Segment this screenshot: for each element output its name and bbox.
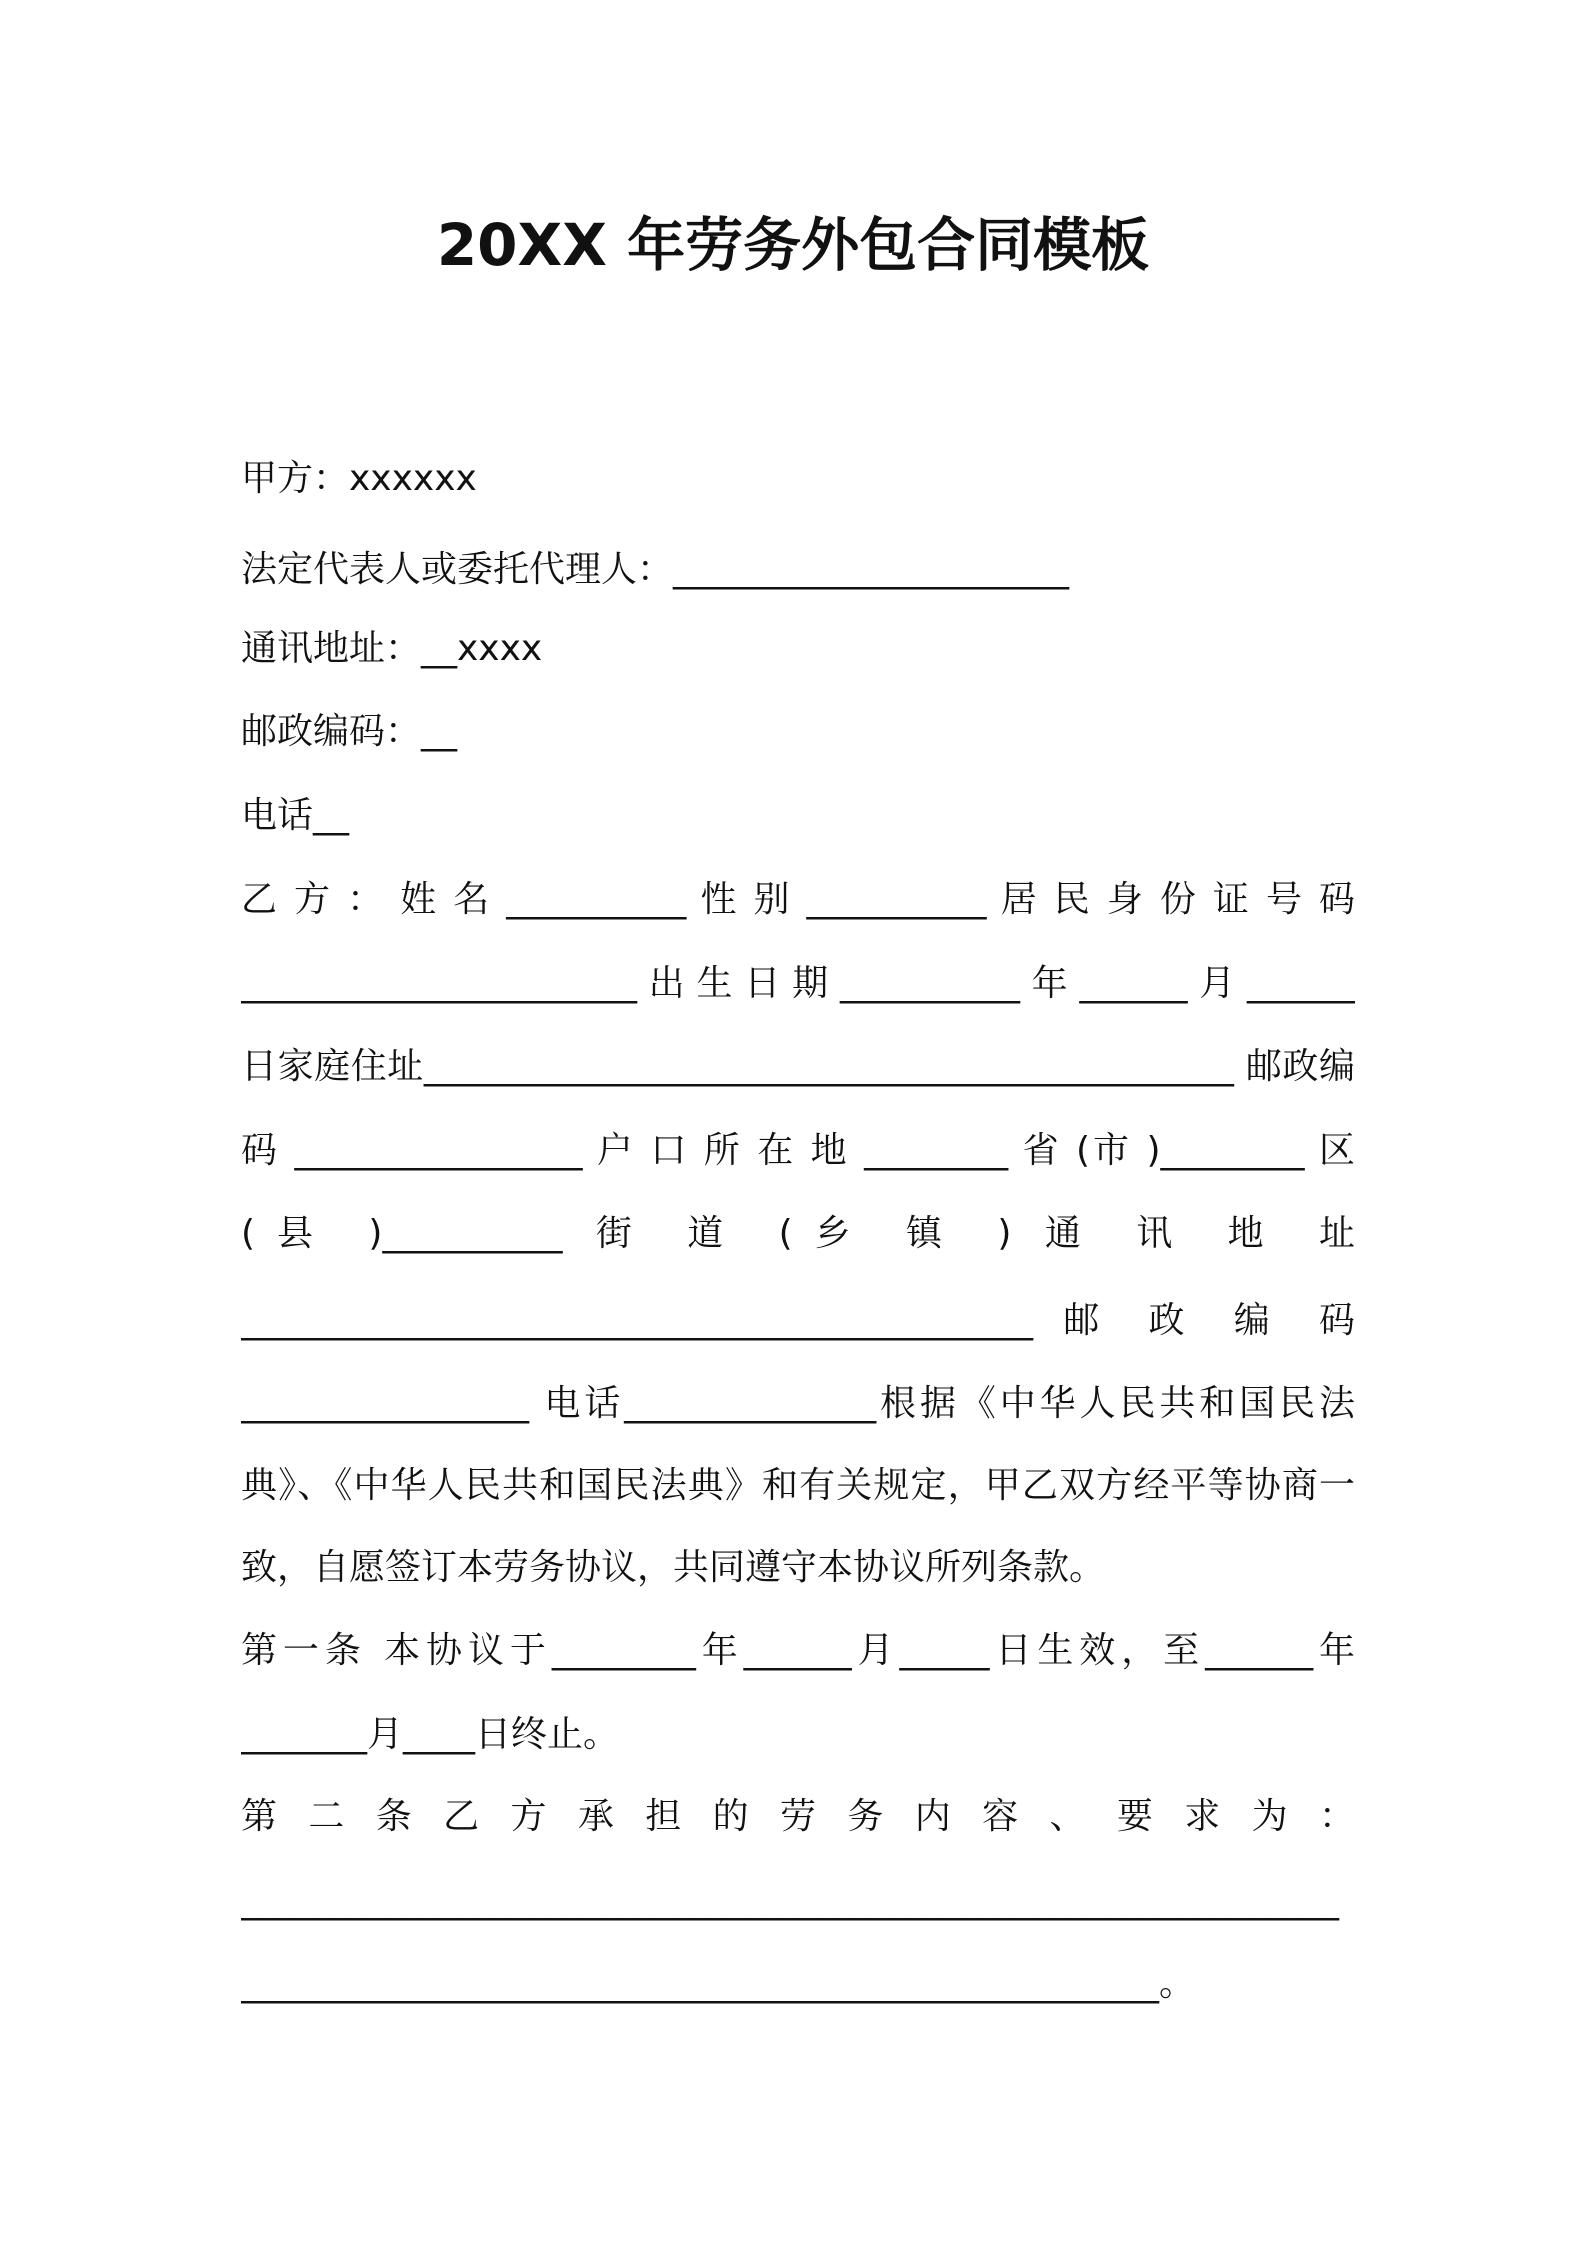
party-a-address: 通讯地址：__xxxx	[241, 628, 543, 669]
party-a-phone: 电话__	[241, 795, 350, 836]
party-b-line-5: (县 )__________ 街 道 (乡 镇 ) 通 讯 地 址	[241, 1213, 1355, 1254]
party-a-postcode: 邮政编码：__	[241, 711, 458, 752]
party-b-line-7: ________________ 电话______________根据《中华人民共和国民法	[241, 1383, 1355, 1424]
article-1-line-1: 第一条 本协议于________年______月_____日生效，至______年	[241, 1630, 1355, 1671]
article-2-blank-line-2: ___________________________________________________。	[241, 1963, 1195, 2004]
party-b-line-1: 乙 方 ： 姓 名 __________ 性 别 __________ 居 民 身 份 证 号 码	[241, 879, 1355, 920]
party-b-line-4: 码 ________________ 户 口 所 在 地 ________ 省 (市 )________ 区	[241, 1130, 1355, 1171]
party-a-representative: 法定代表人或委托代理人：______________________	[241, 549, 1070, 590]
party-b-line-3: 日家庭住址_____________________________________________ 邮政编	[241, 1046, 1355, 1087]
document-title: 20XX 年劳务外包合同模板	[436, 211, 1150, 279]
party-b-line-2: ______________________ 出 生 日 期 __________ 年 ______ 月 ______	[241, 963, 1355, 1004]
article-1-line-2: _______月____日终止。	[241, 1714, 620, 1755]
preamble-line-1: 典》、《中华人民共和国民法典》和有关规定，甲乙双方经平等协商一	[241, 1465, 1355, 1506]
party-a-name: 甲方：xxxxxx	[241, 458, 477, 499]
party-b-line-6: ____________________________________________ 邮 政 编 码	[241, 1300, 1355, 1341]
preamble-line-2: 致，自愿签订本劳务协议，共同遵守本协议所列条款。	[241, 1547, 1106, 1588]
article-2-heading: 第 二 条 乙 方 承 担 的 劳 务 内 容 、 要 求 为 ：	[241, 1796, 1355, 1837]
article-2-blank-line-1: _____________________________________________________________	[241, 1880, 1339, 1921]
